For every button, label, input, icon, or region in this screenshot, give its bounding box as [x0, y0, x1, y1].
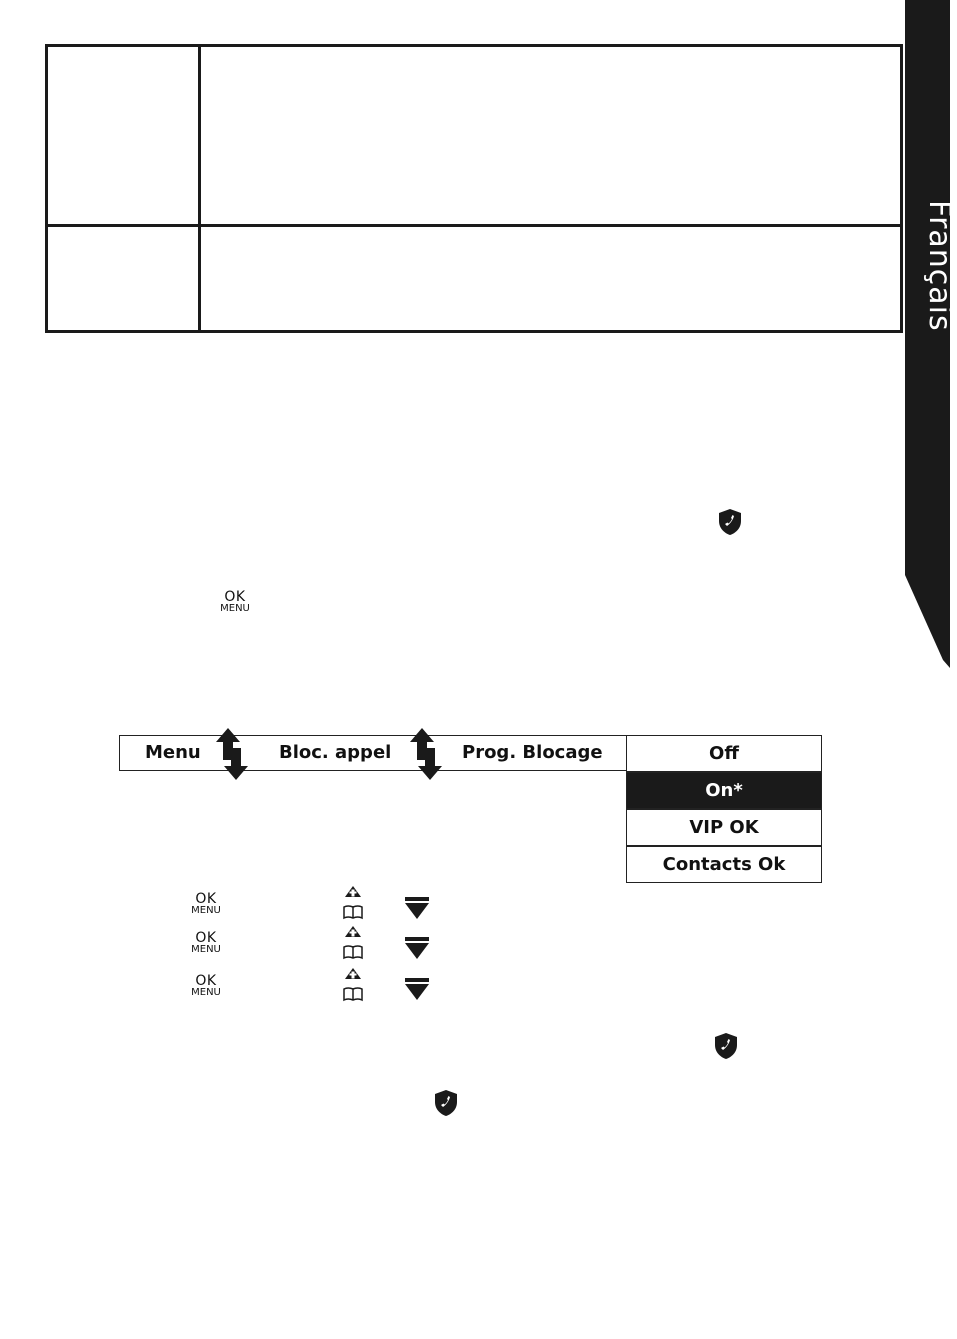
option-off[interactable]: Off	[626, 735, 822, 772]
nav-down-icon	[405, 937, 429, 959]
ok-key-label: OK	[195, 930, 217, 946]
menu-key-label: MENU	[191, 987, 221, 998]
table-row-divider	[48, 224, 900, 227]
option-contacts-ok[interactable]: Contacts Ok	[626, 846, 822, 883]
ok-key-label: OK	[224, 589, 246, 605]
flow-step-menu: Menu	[145, 742, 201, 763]
scroll-arrows-icon	[410, 728, 442, 780]
nav-up-phonebook-icon	[342, 926, 364, 960]
nav-up-phonebook-icon	[342, 886, 364, 920]
ok-key-label: OK	[195, 891, 217, 907]
scroll-arrows-icon	[216, 728, 248, 780]
ok-key-label: OK	[195, 973, 217, 989]
ok-menu-key-icon	[217, 590, 253, 614]
language-tab-label: Français	[922, 200, 957, 332]
ok-menu-key-icon	[188, 892, 224, 916]
info-table	[45, 44, 903, 333]
option-vip-ok[interactable]: VIP OK	[626, 809, 822, 846]
shield-phone-icon	[434, 1089, 458, 1117]
ok-menu-key-icon	[188, 931, 224, 955]
nav-down-icon	[405, 897, 429, 919]
shield-phone-icon	[714, 1032, 738, 1060]
nav-up-phonebook-icon	[342, 968, 364, 1002]
menu-key-label: MENU	[220, 603, 250, 614]
menu-key-label: MENU	[191, 905, 221, 916]
nav-down-icon	[405, 978, 429, 1000]
language-tab	[905, 0, 950, 680]
shield-phone-icon	[718, 508, 742, 536]
table-column-divider	[198, 47, 201, 330]
flow-step-bloc-appel: Bloc. appel	[279, 742, 392, 763]
ok-menu-key-icon	[188, 974, 224, 998]
flow-step-prog-blocage: Prog. Blocage	[462, 742, 603, 763]
menu-key-label: MENU	[191, 944, 221, 955]
option-on-selected[interactable]: On*	[626, 772, 822, 809]
